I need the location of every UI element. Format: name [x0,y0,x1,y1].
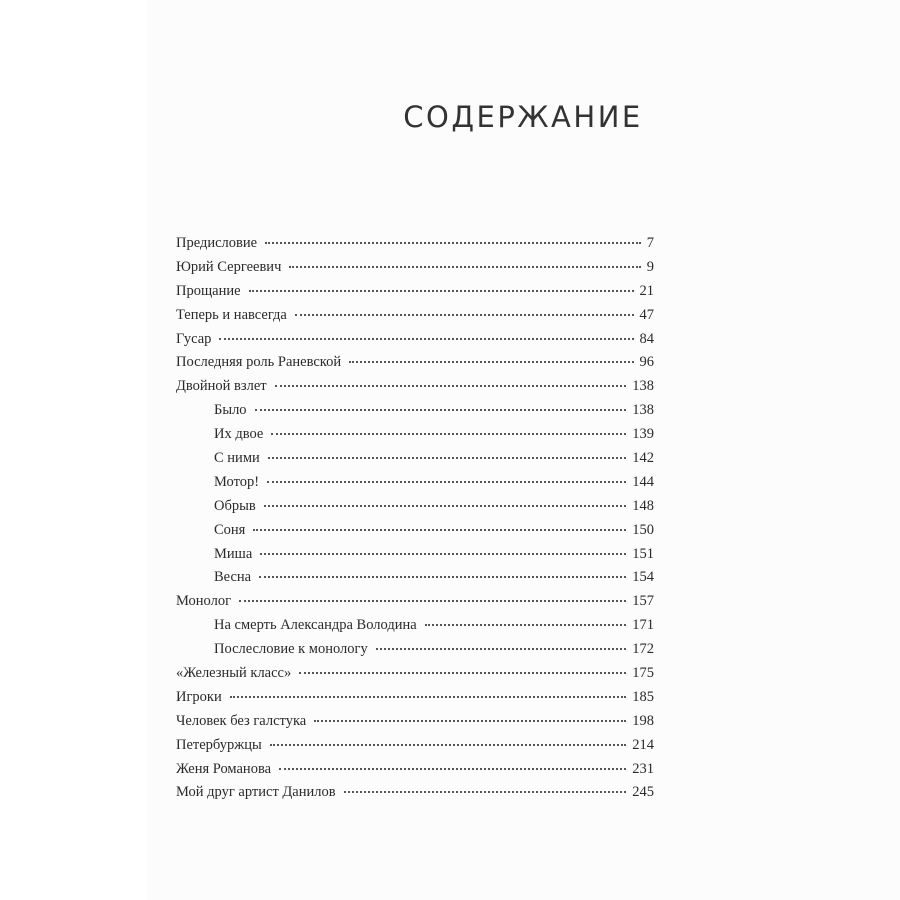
toc-entry-title: Послесловие к монологу [214,641,368,658]
toc-entry [176,375,654,399]
toc-entry-title: Игроки [176,688,222,705]
toc-subentry [176,447,654,471]
dot-leader [279,768,626,770]
dot-leader [260,553,626,555]
toc-entry-title: Юрий Сергеевич [176,258,282,275]
toc-page-number: 21 [639,282,654,299]
toc-entry [176,710,654,734]
toc-entry-title: Весна [214,569,252,586]
toc-subentry [176,471,654,495]
dot-leader [255,409,627,411]
toc-subentry [176,495,654,519]
toc-page-number: 172 [632,641,654,658]
toc-entry-title: Было [214,402,247,419]
toc-entry-title: «Железный класс» [176,665,292,682]
dot-leader [299,672,626,674]
dot-leader [270,744,626,746]
toc-entry-title: Соня [214,521,246,538]
toc-entry [176,734,654,758]
toc-page-number: 96 [639,354,654,371]
toc-page-number: 231 [632,760,654,777]
toc-entry-title: Обрыв [214,497,256,514]
toc-page-number: 185 [632,688,654,705]
toc-page-number: 175 [632,665,654,682]
toc-page-number: 84 [639,330,654,347]
toc-page-number: 7 [646,235,654,251]
toc-page-number: 142 [632,450,654,467]
toc-entry [176,280,654,304]
toc-subentry [176,543,654,567]
toc-entry-title: Гусар [176,330,212,347]
toc-entry [176,590,654,614]
toc-entry-title: Мой друг артист Данилов [176,784,336,801]
toc-entry-title: Последняя роль Раневской [176,354,342,371]
page-margin [0,0,146,900]
toc-entry [176,758,654,782]
page-title: СОДЕРЖАНИЕ [403,100,643,134]
toc-entry [176,686,654,710]
dot-leader [239,600,626,602]
toc-entry [176,256,654,280]
toc-entry [176,351,654,375]
dot-leader [253,529,626,531]
toc-page-number: 214 [632,736,654,753]
toc-page-number: 171 [632,617,654,634]
dot-leader [259,576,626,578]
book-page [146,0,900,900]
table-of-contents [176,232,654,805]
toc-page-number: 138 [632,378,654,395]
dot-leader [289,266,640,268]
toc-page-number: 144 [632,473,654,490]
toc-entry-title: Их двое [214,426,264,443]
dot-leader [295,314,634,316]
toc-entry-title: Петербуржцы [176,736,262,753]
dot-leader [314,720,626,722]
toc-page-number: 148 [632,497,654,514]
toc-page-number: 138 [632,402,654,419]
toc-page-number: 150 [632,521,654,538]
toc-page-number: 154 [632,569,654,586]
toc-subentry [176,423,654,447]
toc-page-number: 151 [632,545,654,562]
toc-subentry [176,399,654,423]
dot-leader [267,481,626,483]
dot-leader [349,361,633,363]
toc-page-number: 139 [632,426,654,443]
toc-entry [176,781,654,805]
toc-entry-title: Миша [214,545,253,562]
toc-entry-title: Монолог [176,593,232,610]
dot-leader [268,457,626,459]
dot-leader [344,791,627,793]
dot-leader [265,242,641,244]
dot-leader [219,338,633,340]
toc-entry-title: Предисловие [176,235,258,251]
dot-leader [271,433,626,435]
toc-subentry [176,638,654,662]
dot-leader [425,624,627,626]
toc-subentry [176,614,654,638]
toc-entry [176,662,654,686]
toc-page-number: 198 [632,712,654,729]
toc-entry-title: Двойной взлет [176,378,267,395]
toc-subentry [176,566,654,590]
toc-entry-title: Человек без галстука [176,712,307,729]
toc-entry-title: Мотор! [214,473,260,490]
toc-page-number: 245 [632,784,654,801]
dot-leader [264,505,627,507]
dot-leader [249,290,634,292]
toc-entry-title: Женя Романова [176,760,272,777]
toc-entry [176,232,654,256]
dot-leader [230,696,627,698]
toc-page-number: 9 [646,258,654,275]
toc-entry-title: На смерть Александра Володина [214,617,417,634]
toc-entry-title: Теперь и навсегда [176,306,287,323]
dot-leader [275,385,627,387]
toc-entry-title: С ними [214,450,260,467]
toc-page-number: 157 [632,593,654,610]
dot-leader [376,648,627,650]
toc-entry [176,328,654,352]
toc-page-number: 47 [639,306,654,323]
toc-entry [176,304,654,328]
toc-subentry [176,519,654,543]
toc-entry-title: Прощание [176,282,241,299]
